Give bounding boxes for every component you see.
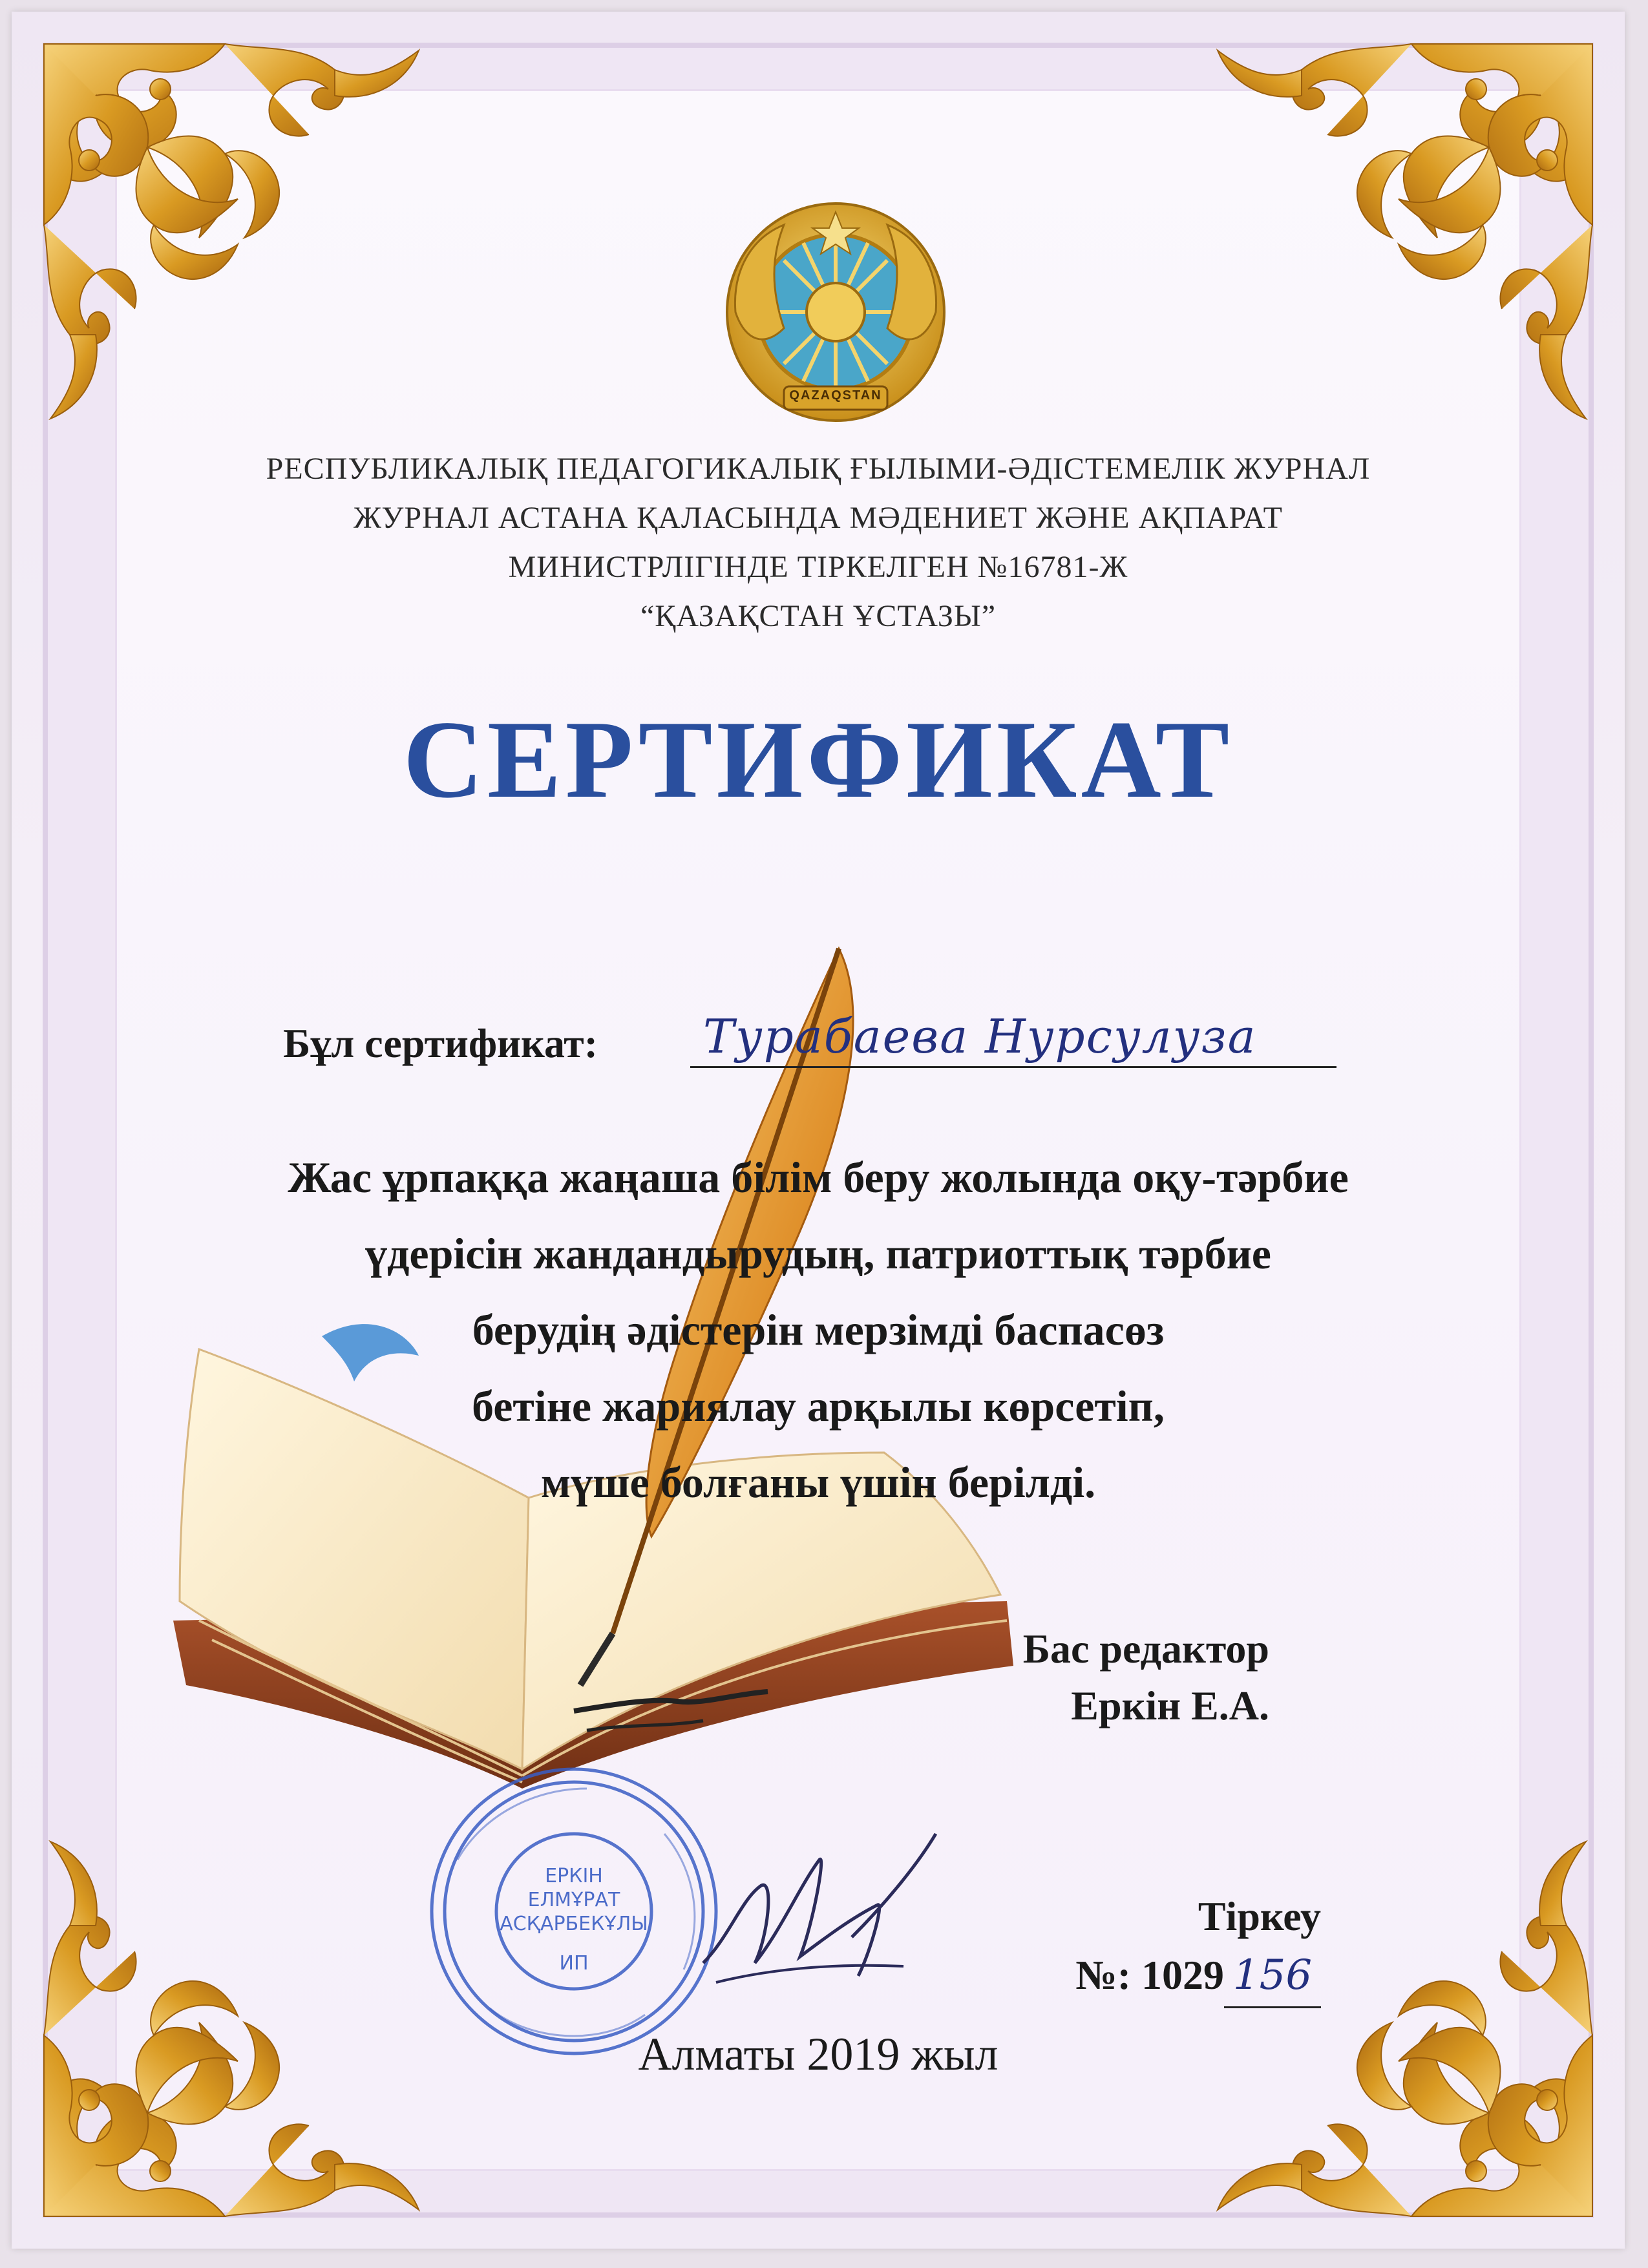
signature-icon — [690, 1808, 962, 2015]
journal-header — [12, 445, 1625, 641]
certificate-body — [12, 1139, 1625, 1520]
stamp-line-1: ЕРКІН — [545, 1865, 603, 1887]
journal-line-3: МИНИСТРЛІГІНДЕ ТІРКЕЛГЕН №16781-Ж — [508, 550, 1128, 584]
corner-ornament-top-right — [1140, 31, 1605, 496]
recipient-row — [283, 1007, 1421, 1078]
official-stamp-icon — [419, 1756, 729, 2066]
body-line-4: бетіне жариялау арқылы көрсетіп, — [472, 1381, 1165, 1431]
journal-line-4: “ҚАЗАҚСТАН ҰСТАЗЫ” — [640, 599, 997, 633]
body-line-5: мүше болғаны үшін берілді. — [540, 1458, 1096, 1507]
journal-line-1: РЕСПУБЛИКАЛЫҚ ПЕДАГОГИКАЛЫҚ ҒЫЛЫМИ-ӘДІСТЕМЕЛІК ЖУРНАЛ — [266, 452, 1371, 486]
corner-ornament-top-left — [31, 31, 496, 496]
editor-role: Бас редактор — [1022, 1626, 1269, 1672]
editor-block — [1023, 1621, 1269, 1734]
emblem-label: QAZAQSTAN — [789, 388, 882, 403]
stamp-line-4: ИП — [559, 1952, 589, 1975]
stamp-line-2: ЕЛМҰРАТ — [527, 1889, 620, 1911]
registration-number-handwritten: 156 — [1224, 1944, 1321, 2008]
registration-number-row — [1075, 1944, 1321, 2008]
footer-city-year: Алматы 2019 жыл — [638, 2028, 998, 2080]
certificate-sheet — [12, 12, 1625, 2249]
recipient-name-handwritten: Турабаева Нурсулуза — [703, 1009, 1257, 1064]
journal-line-2: ЖУРНАЛ АСТАНА ҚАЛАСЫНДА МӘДЕНИЕТ ЖӘНЕ АҚПАРАТ — [354, 501, 1283, 535]
stamp-line-3: АСҚАРБЕКҰЛЫ — [500, 1913, 648, 1935]
recipient-underline — [690, 1066, 1336, 1068]
registration-number-prefix: №: 1029 — [1075, 1952, 1224, 1998]
body-line-2: үдерісін жандандырудың, патриоттық тәрбие — [364, 1229, 1271, 1278]
certificate-title: СЕРТИФИКАТ — [403, 698, 1234, 821]
recipient-label: Бұл сертификат: — [283, 1020, 598, 1066]
body-line-3: берудің әдістерін мерзімді баспасөз — [472, 1305, 1165, 1354]
body-line-1: Жас ұрпаққа жаңаша білім беру жолында оқу-тәрбие — [288, 1153, 1349, 1202]
registration-block — [1075, 1889, 1321, 2008]
registration-title: Тіркеу — [1198, 1893, 1321, 1939]
editor-name: Еркін Е.А. — [1071, 1683, 1269, 1728]
